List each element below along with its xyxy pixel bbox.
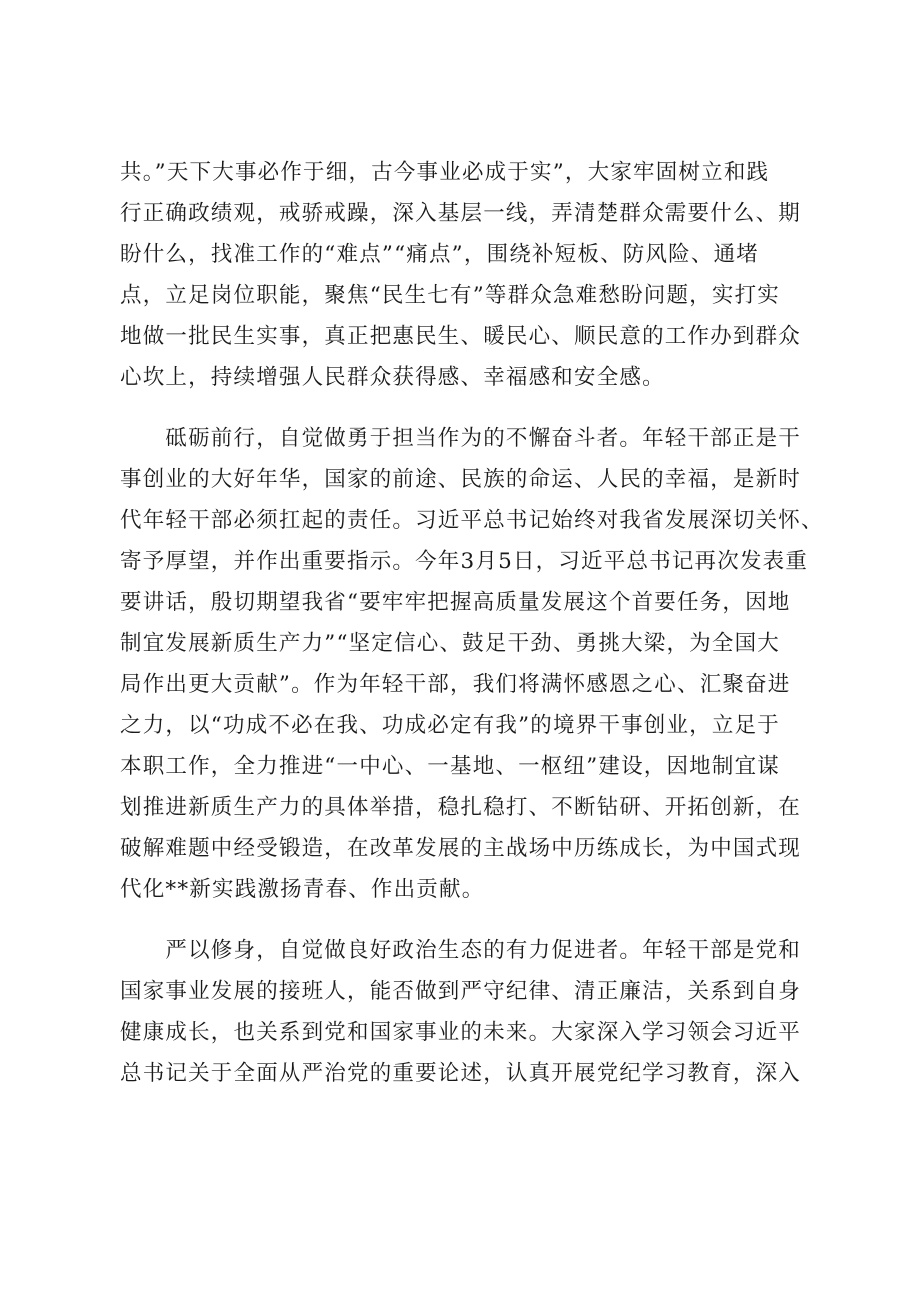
paragraph-spacer	[120, 910, 810, 930]
text-line: 本职工作，全力推进“一中心、一基地、一枢纽”建设，因地制宜谋	[120, 754, 780, 779]
text-line: 地做一批民生实事，真正把惠民生、暖民心、顺民意的工作办到群众	[120, 324, 802, 349]
text-line: 总书记关于全面从严治党的重要论述，认真开展党纪学习教育，深入	[120, 1061, 802, 1086]
text-line: 要讲话，殷切期望我省“要牢牢把握高质量发展这个首要任务，因地	[120, 590, 791, 615]
text-line: 之力，以“功成不必在我、功成必定有我”的境界干事创业，立足于	[120, 713, 780, 738]
text-line: 点，立足岗位职能，聚焦“民生七有”等群众急难愁盼问题，实打实	[120, 283, 780, 308]
document-body	[120, 152, 824, 1094]
text-line: 事创业的大好年华，国家的前途、民族的命运、人民的幸福，是新时	[120, 467, 802, 492]
paragraph-1	[120, 152, 810, 398]
paragraph-3	[120, 930, 810, 1094]
text-line: 行正确政绩观，戒骄戒躁，深入基层一线，弄清楚群众需要什么、期	[120, 201, 802, 226]
text-line: 破解难题中经受锻造，在改革发展的主战场中历练成长，为中国式现	[120, 836, 802, 861]
text-line: 代年轻干部必须扛起的责任。习近平总书记始终对我省发展深切关怀、	[120, 508, 824, 533]
text-line: 代化**新实践激扬青春、作出贡献。	[120, 877, 485, 902]
text-line: 砥砺前行，自觉做勇于担当作为的不懈奋斗者。年轻干部正是干	[120, 426, 802, 451]
paragraph-2	[120, 418, 824, 910]
text-line: 盼什么，找准工作的“难点”“痛点”，围绕补短板、防风险、通堵	[120, 242, 759, 267]
text-line: 制宜发展新质生产力”“坚定信心、鼓足干劲、勇挑大梁，为全国大	[120, 631, 780, 656]
text-line: 心坎上，持续增强人民群众获得感、幸福感和安全感。	[120, 365, 665, 390]
text-line: 共。”天下大事必作于细，古今事业必成于实”，大家牢固树立和践	[120, 160, 770, 185]
text-line: 寄予厚望，并作出重要指示。今年3月5日，习近平总书记再次发表重	[120, 549, 809, 574]
paragraph-spacer	[120, 398, 810, 418]
text-line: 局作出更大贡献”。作为年轻干部，我们将满怀感恩之心、汇聚奋进	[120, 672, 791, 697]
text-line: 健康成长，也关系到党和国家事业的未来。大家深入学习领会习近平	[120, 1020, 802, 1045]
text-line: 严以修身，自觉做良好政治生态的有力促进者。年轻干部是党和	[120, 938, 802, 963]
text-line: 划推进新质生产力的具体举措，稳扎稳打、不断钻研、开拓创新，在	[120, 795, 802, 820]
text-line: 国家事业发展的接班人，能否做到严守纪律、清正廉洁，关系到自身	[120, 979, 802, 1004]
